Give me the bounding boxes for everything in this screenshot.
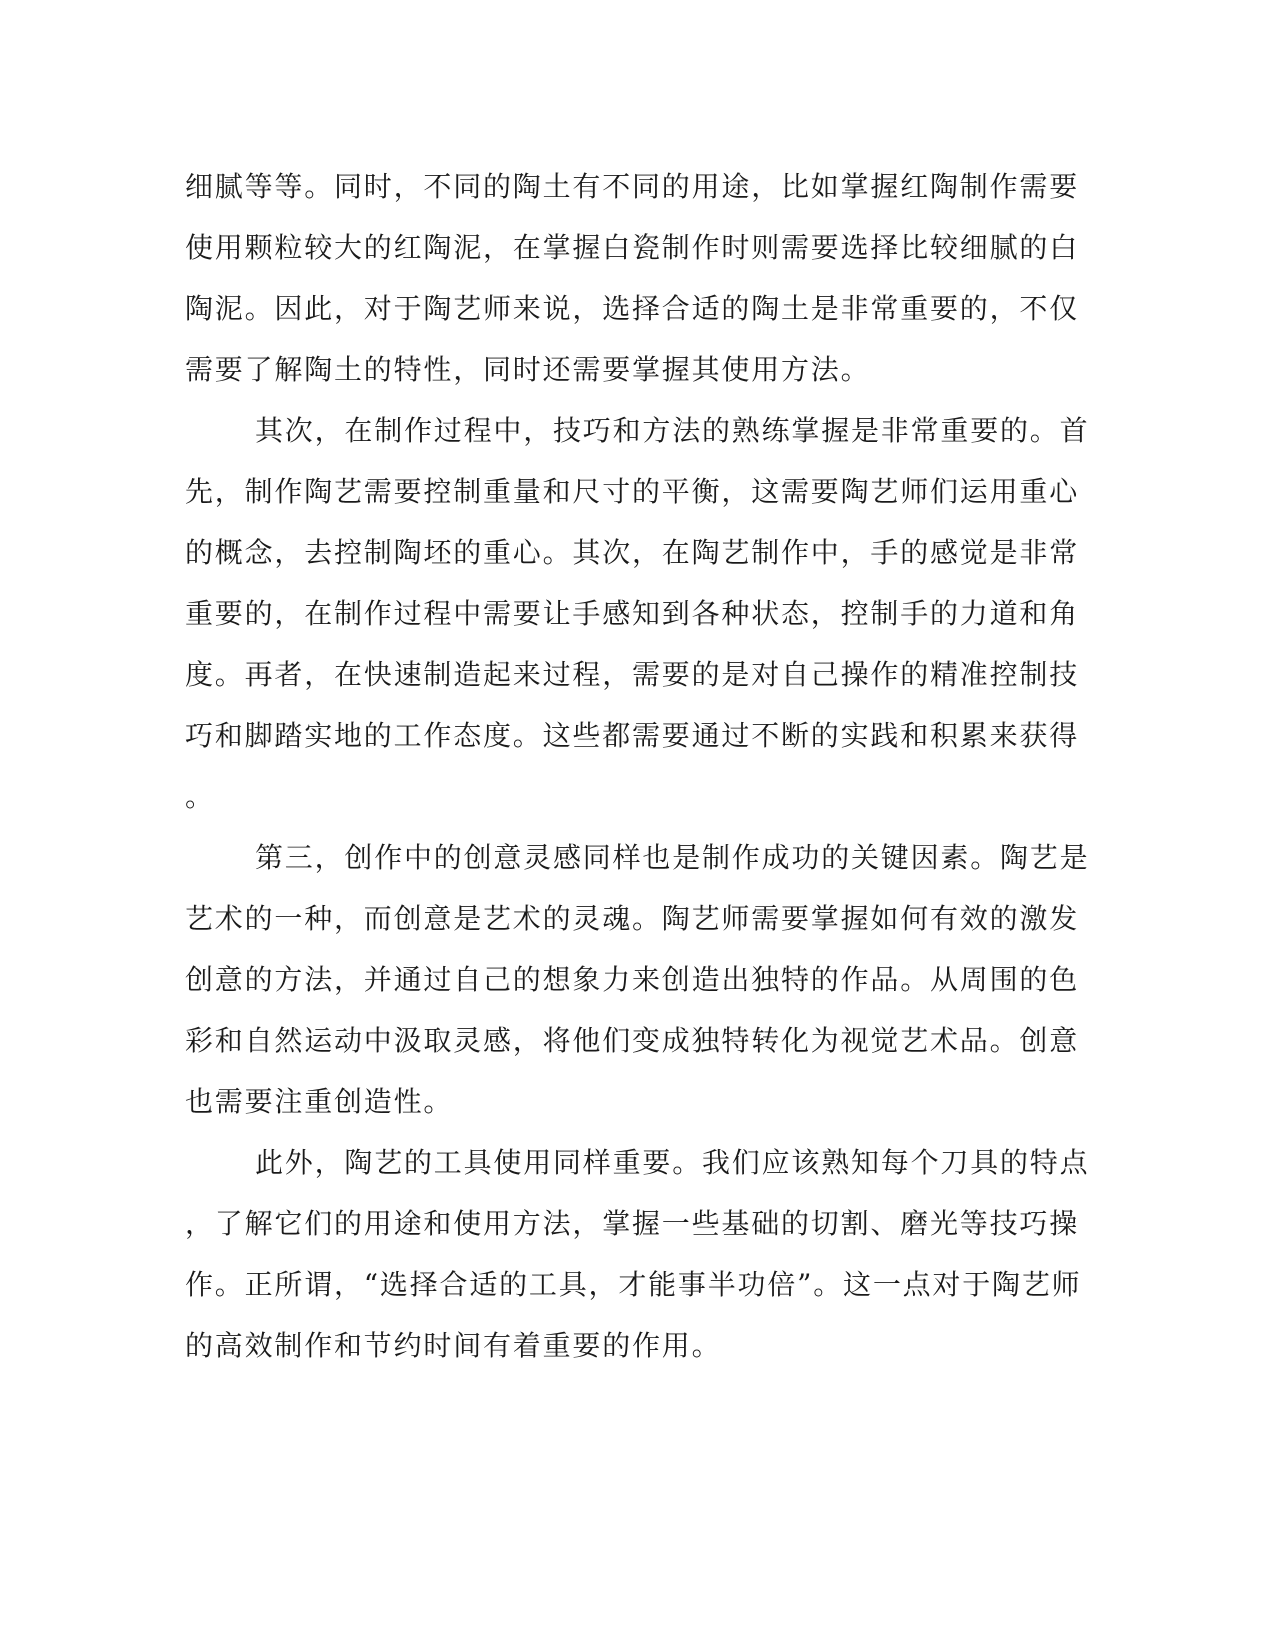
text-line: 度。再者，在快速制造起来过程，需要的是对自己操作的精准控制技	[185, 658, 1080, 691]
text-line: 使用颗粒较大的红陶泥，在掌握白瓷制作时则需要选择比较细腻的白	[185, 231, 1080, 264]
text-line: 的概念，去控制陶坯的重心。其次，在陶艺制作中，手的感觉是非常	[185, 536, 1080, 569]
text-line: 巧和脚踏实地的工作态度。这些都需要通过不断的实践和积累来获得	[185, 719, 1080, 752]
text-line: 先，制作陶艺需要控制重量和尺寸的平衡，这需要陶艺师们运用重心	[185, 475, 1080, 508]
paragraph-2	[185, 400, 1090, 827]
text-line: 作。正所谓，“选择合适的工具，才能事半功倍”。这一点对于陶艺师	[185, 1268, 1082, 1301]
text-line: 创意的方法，并通过自己的想象力来创造出独特的作品。从周围的色	[185, 963, 1080, 996]
text-line: 需要了解陶土的特性，同时还需要掌握其使用方法。	[185, 353, 871, 386]
text-line: 。	[185, 780, 215, 813]
paragraph-1	[185, 156, 1080, 400]
text-line: 也需要注重创造性。	[185, 1085, 454, 1118]
text-line: 彩和自然运动中汲取灵感，将他们变成独特转化为视觉艺术品。创意	[185, 1024, 1080, 1057]
text-line: 此外，陶艺的工具使用同样重要。我们应该熟知每个刀具的特点	[255, 1146, 1090, 1179]
text-line: 艺术的一种，而创意是艺术的灵魂。陶艺师需要掌握如何有效的激发	[185, 902, 1080, 935]
text-line: 第三，创作中的创意灵感同样也是制作成功的关键因素。陶艺是	[255, 841, 1090, 874]
text-line: 其次，在制作过程中，技巧和方法的熟练掌握是非常重要的。首	[255, 414, 1090, 447]
text-line: ，了解它们的用途和使用方法，掌握一些基础的切割、磨光等技巧操	[185, 1207, 1080, 1240]
document-body	[185, 156, 1090, 1376]
text-line: 的高效制作和节约时间有着重要的作用。	[185, 1329, 722, 1362]
text-line: 陶泥。因此，对于陶艺师来说，选择合适的陶土是非常重要的，不仅	[185, 292, 1080, 325]
text-line: 细腻等等。同时，不同的陶土有不同的用途，比如掌握红陶制作需要	[185, 170, 1080, 203]
text-line: 重要的，在制作过程中需要让手感知到各种状态，控制手的力道和角	[185, 597, 1080, 630]
paragraph-4	[185, 1132, 1090, 1376]
paragraph-3	[185, 827, 1090, 1132]
